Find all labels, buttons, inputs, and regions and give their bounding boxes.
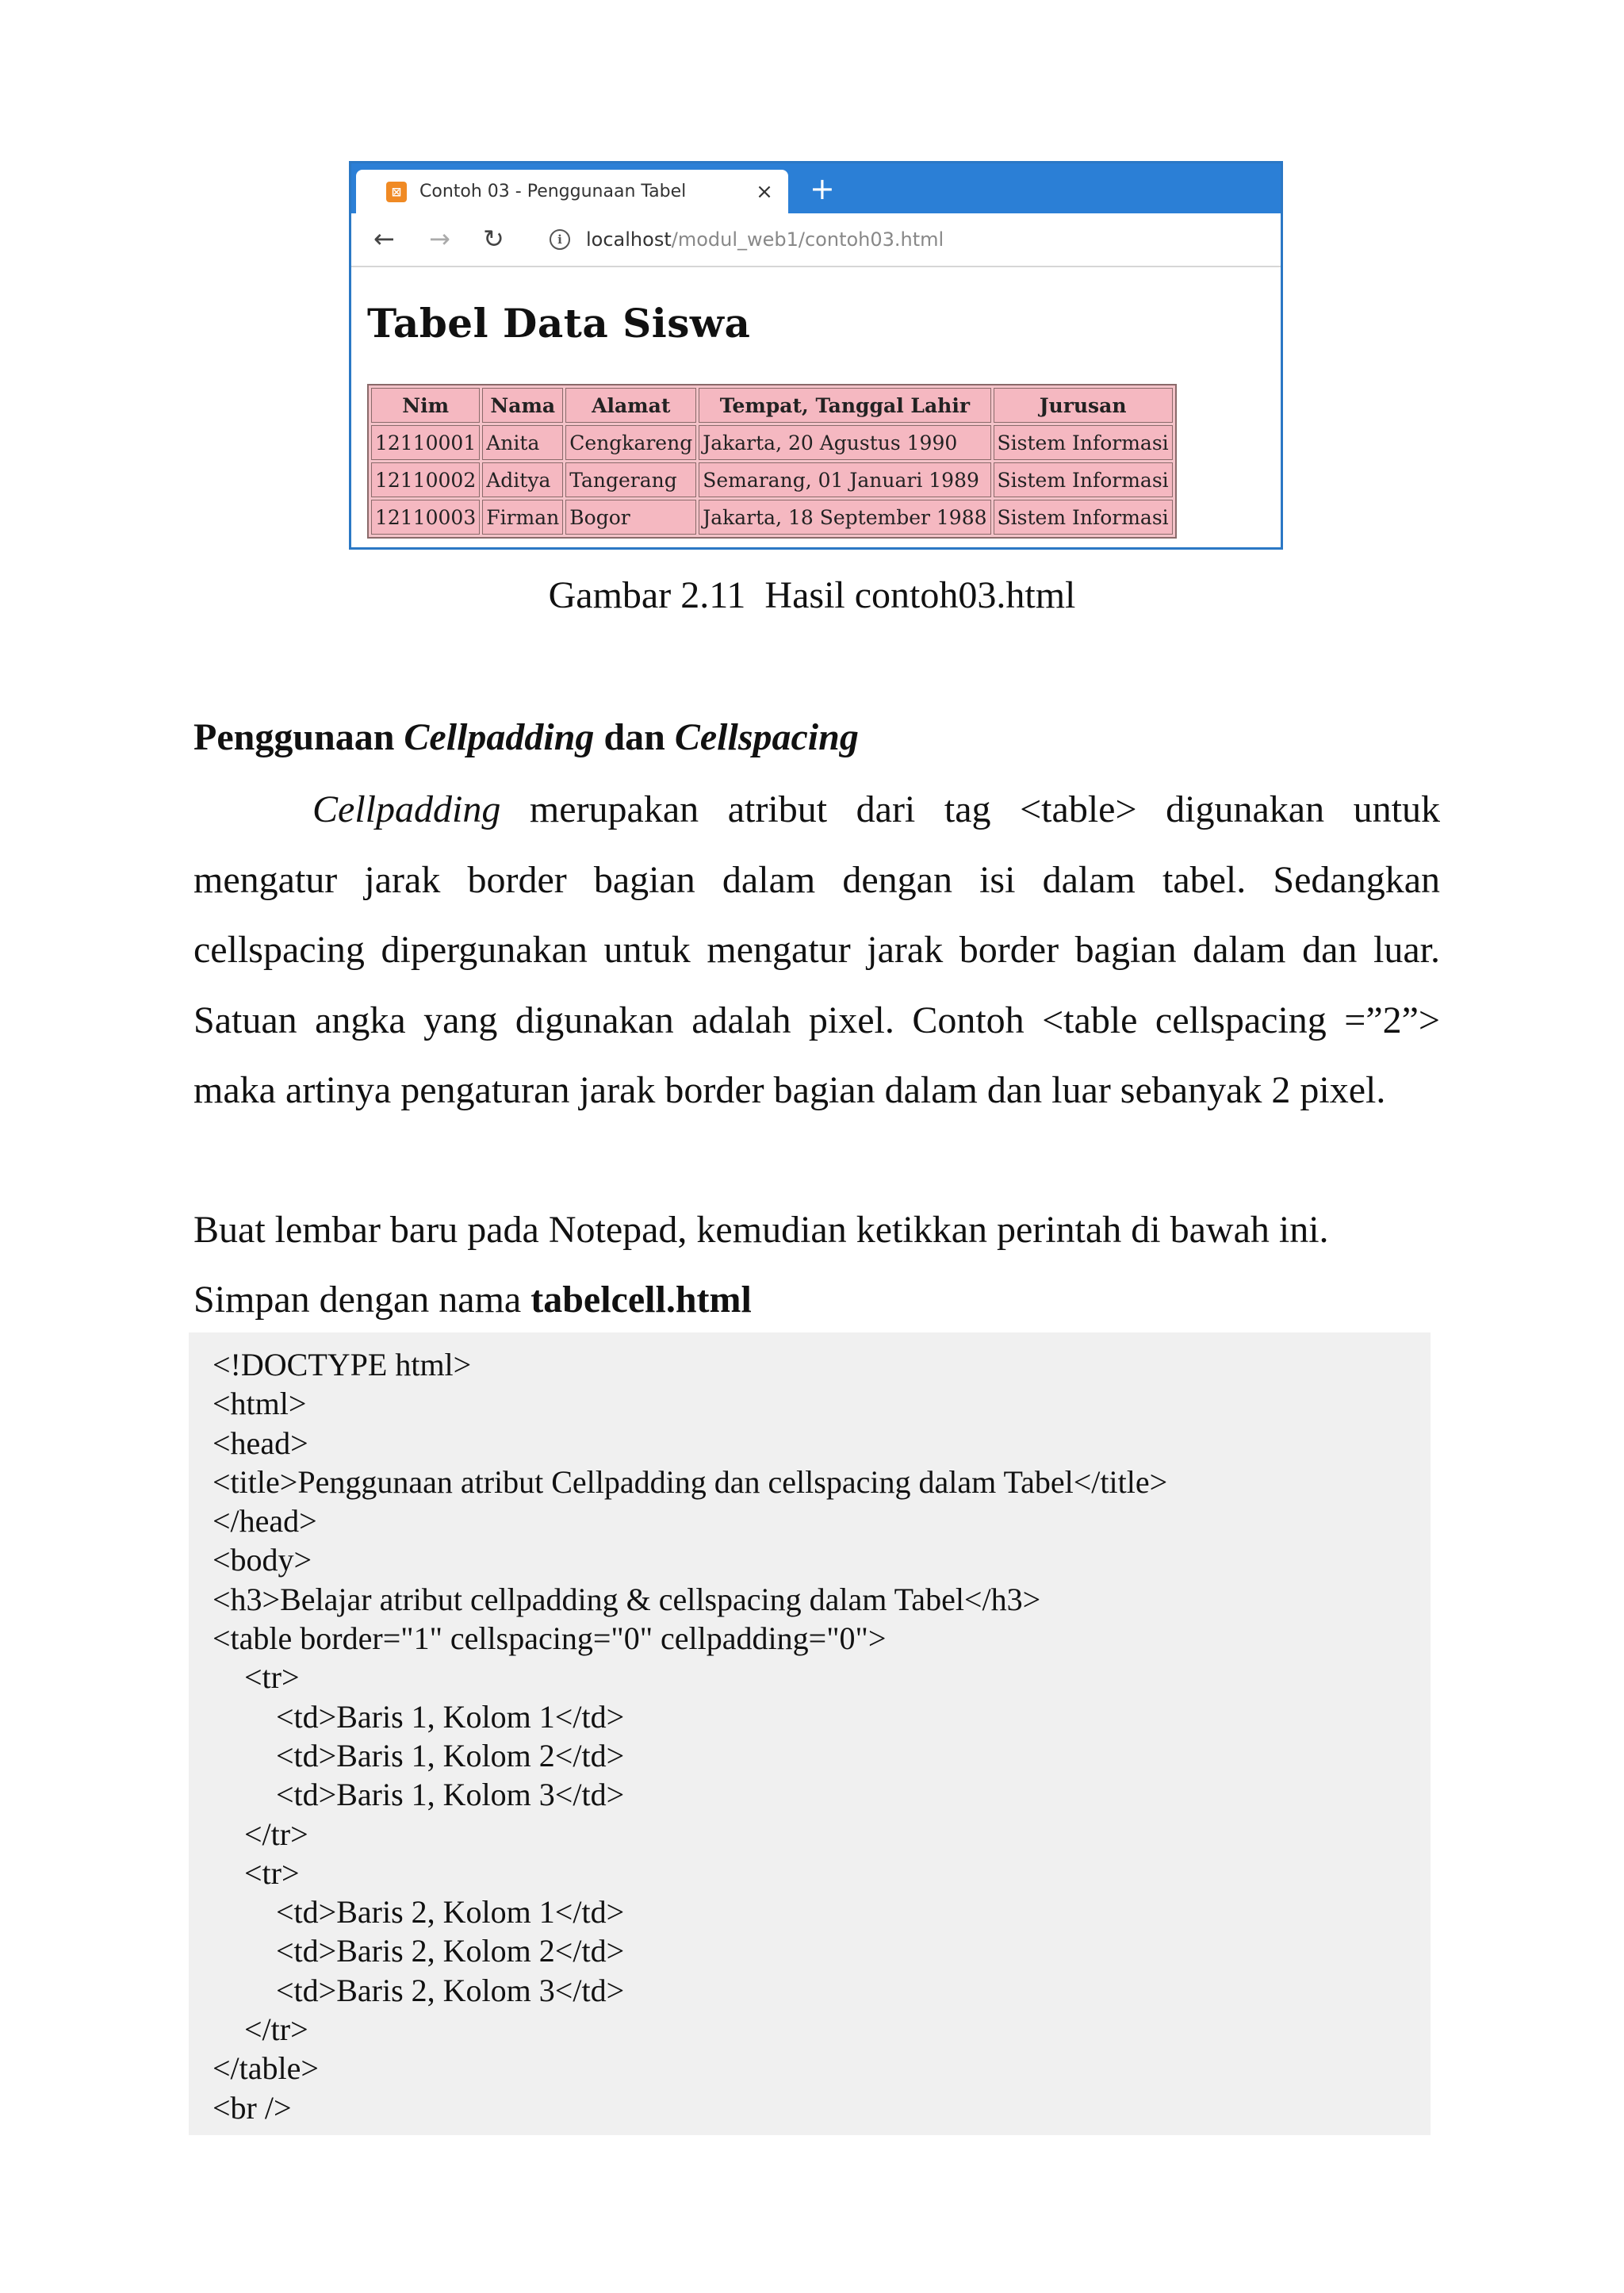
- table-cell: Anita: [482, 425, 563, 460]
- table-cell: Tangerang: [565, 462, 696, 497]
- table-cell: Semarang, 01 Januari 1989: [699, 462, 990, 497]
- table-cell: Cengkareng: [565, 425, 696, 460]
- table-cell: Aditya: [482, 462, 563, 497]
- code-line: <table border="1" cellspacing="0" cellpadding="0">: [213, 1620, 887, 1657]
- table-cell: Sistem Informasi: [994, 500, 1173, 535]
- forward-arrow-icon[interactable]: →: [429, 224, 450, 254]
- table-header-cell: Nama: [482, 388, 563, 423]
- save-prefix: Simpan dengan nama: [193, 1279, 531, 1321]
- code-line: <td>Baris 2, Kolom 3</td>: [213, 1972, 625, 2008]
- table-cell: Bogor: [565, 500, 696, 535]
- code-line: </tr>: [213, 1816, 308, 1852]
- instruction-text: Buat lembar baru pada Notepad, kemudian ketikkan perintah di bawah ini.: [193, 1209, 1329, 1251]
- table-header-row: [371, 388, 1173, 423]
- figure-caption: [0, 573, 1624, 617]
- xampp-favicon-icon: ⊠: [386, 182, 407, 202]
- table-cell: Sistem Informasi: [994, 462, 1173, 497]
- code-listing: [213, 1345, 1167, 2127]
- code-line: <title>Penggunaan atribut Cellpadding dan cellspacing dalam Tabel</title>: [213, 1463, 1168, 1500]
- table-header-cell: Jurusan: [994, 388, 1173, 423]
- section-title-emphasis-1: Cellpadding: [404, 716, 595, 758]
- section-title-text-2: dan: [594, 716, 675, 758]
- code-line: <body>: [213, 1542, 312, 1578]
- code-line: <td>Baris 2, Kolom 1</td>: [213, 1894, 625, 1931]
- code-listing-box: [189, 1332, 1431, 2135]
- url-path: /modul_web1/contoh03.html: [671, 228, 944, 251]
- code-line: <td>Baris 2, Kolom 2</td>: [213, 1933, 625, 1969]
- browser-screenshot-figure: [349, 161, 1283, 550]
- table-row: [371, 425, 1173, 460]
- table-cell: Firman: [482, 500, 563, 535]
- code-line: <html>: [213, 1386, 307, 1422]
- info-icon[interactable]: i: [550, 229, 570, 250]
- table-header-cell: Tempat, Tanggal Lahir: [699, 388, 990, 423]
- browser-tab-bar: [351, 163, 1281, 213]
- close-icon[interactable]: ×: [756, 179, 773, 204]
- browser-tab[interactable]: [356, 170, 788, 213]
- paragraph-text: merupakan atribut dari tag <table> digunakan untuk mengatur jarak border bagian dalam dengan isi dalam tabel. Sedangkan cellspacing dipergunakan untuk mengatur jarak border bagian dalam dan luar. Satuan angka yang digunakan adalah pixel. Contoh <table cellspacing =”2”> maka artinya pengaturan jarak border bagian dalam dan luar sebanyak 2 pixel.: [193, 788, 1440, 1111]
- caption-text: Hasil contoh03.html: [764, 574, 1076, 616]
- tab-title: Contoh 03 - Penggunaan Tabel: [419, 182, 687, 201]
- table-row: [371, 462, 1173, 497]
- code-line: <h3>Belajar atribut cellpadding & cellspacing dalam Tabel</h3>: [213, 1581, 1041, 1617]
- code-line: <tr>: [213, 1659, 300, 1696]
- page-heading: Tabel Data Siswa: [367, 300, 751, 347]
- url-host: localhost: [586, 228, 672, 251]
- table-row: [371, 500, 1173, 535]
- url-field[interactable]: [550, 228, 944, 251]
- reload-icon[interactable]: ↻: [483, 224, 504, 254]
- back-arrow-icon[interactable]: ←: [373, 224, 395, 254]
- code-line: <tr>: [213, 1854, 300, 1891]
- table-header-cell: Nim: [371, 388, 480, 423]
- section-title-text-1: Penggunaan: [193, 716, 404, 758]
- code-line: <td>Baris 1, Kolom 3</td>: [213, 1777, 625, 1813]
- paragraph-cellpadding: [193, 775, 1440, 1126]
- table-cell: Sistem Informasi: [994, 425, 1173, 460]
- code-line: </table>: [213, 2050, 319, 2087]
- table-cell: Jakarta, 20 Agustus 1990: [699, 425, 990, 460]
- code-line: <br />: [213, 2089, 292, 2126]
- save-filename: tabelcell.html: [530, 1279, 752, 1321]
- new-tab-icon[interactable]: +: [810, 171, 835, 206]
- caption-label: Gambar 2.11: [548, 574, 746, 616]
- code-line: </tr>: [213, 2011, 308, 2048]
- code-line: <td>Baris 1, Kolom 1</td>: [213, 1698, 625, 1735]
- table-cell: 12110003: [371, 500, 480, 535]
- section-title: [193, 715, 859, 759]
- table-cell: 12110001: [371, 425, 480, 460]
- address-bar: [351, 213, 1281, 267]
- code-line: <head>: [213, 1424, 308, 1461]
- code-line: </head>: [213, 1503, 317, 1540]
- table-cell: Jakarta, 18 September 1988: [699, 500, 990, 535]
- table-header-cell: Alamat: [565, 388, 696, 423]
- paragraph-emphasis: Cellpadding: [312, 788, 501, 830]
- code-line: <td>Baris 1, Kolom 2</td>: [213, 1737, 625, 1773]
- section-title-emphasis-2: Cellspacing: [674, 716, 859, 758]
- student-data-table: [367, 384, 1177, 539]
- code-line: <!DOCTYPE html>: [213, 1347, 472, 1382]
- save-instruction: [193, 1265, 752, 1335]
- table-cell: 12110002: [371, 462, 480, 497]
